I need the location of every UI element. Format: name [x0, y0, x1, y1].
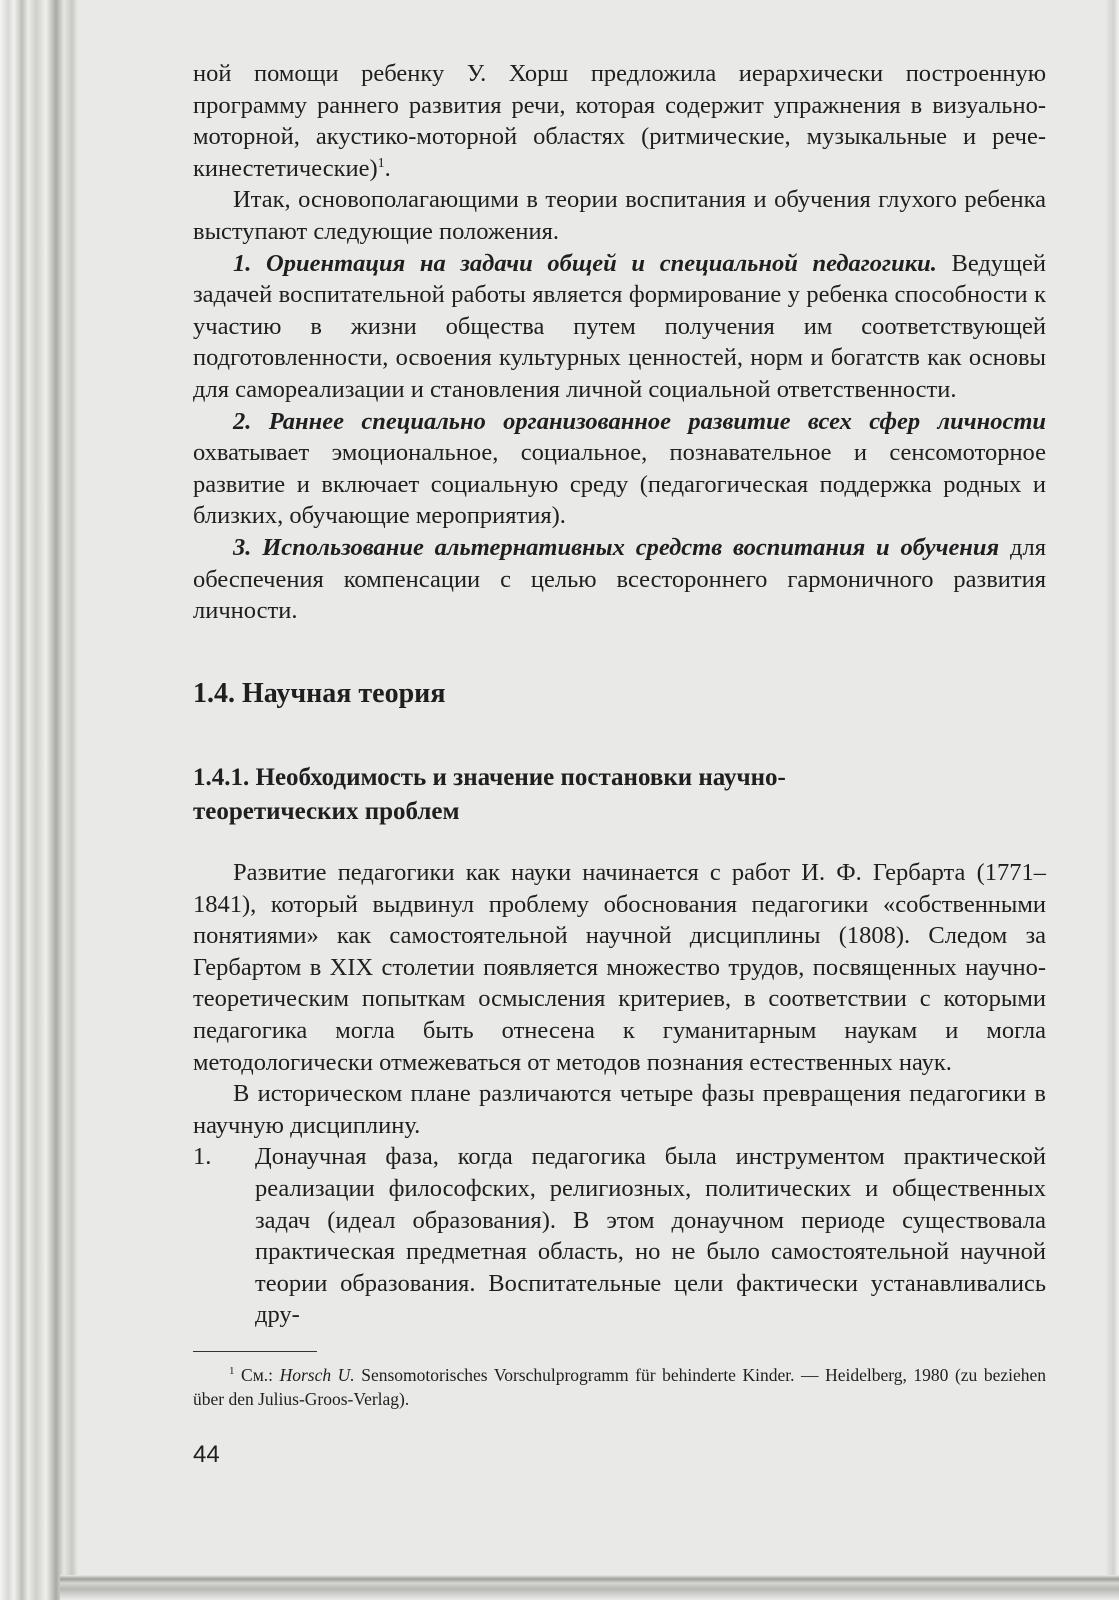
principle-item-1: 1. Ориентация на задачи общей и специальной педагогики. Ведущей задачей воспитательной работы является формирование у ребенка способности к участию в жизни общества путем получения им соответствующей подготовленности, освоения культурных ценностей, норм и богатств как основы для самореализации и становления личной социальной ответственности. — [193, 249, 1046, 403]
page-right-edge — [1105, 0, 1119, 1600]
section-heading — [193, 678, 445, 710]
footnote: $^1$ См.: Horsch U. Sensomotorisches Vorschulprogramm für behinderte Kinder. — Heidelberg, 1980 (zu beziehen über den Julius-Groos-Verlag). — [193, 1365, 1047, 1409]
list-item — [193, 1141, 1046, 1331]
section-title: 1.4. Научная теория — [193, 678, 446, 709]
principle-title: 2. Раннее специально организованное развитие всех сфер личности — [233, 407, 1046, 435]
paragraph: Итак, основополагающими в теории воспитания и обучения глухого ребенка выступают следующие положения. — [193, 186, 1046, 245]
text-block-bottom — [193, 857, 1046, 1331]
book-spine-shadow — [0, 0, 78, 1600]
page-bottom-edge — [60, 1575, 1119, 1600]
subsection-title: 1.4.1. Необходимость и значение постановки научно-теоретических проблем — [193, 764, 786, 825]
list-text: Донаучная фаза, когда педагогика была инструментом практической реализации философских, религиозных, политических и общественных задач (идеал образования). В этом донаучном периоде существовала практическая предметная область, но не было самостоятельной научной теории образования. Воспитательные цели фактически устанавливались дру- — [255, 1143, 1046, 1329]
principle-title: 3. Использование альтернативных средств воспитания и обучения — [233, 533, 1000, 561]
list-number: 1. — [193, 1143, 212, 1171]
principle-title: 1. Ориентация на задачи общей и специальной педагогики. — [233, 249, 937, 277]
footnote-ref: 1 — [377, 155, 385, 171]
paragraph: Развитие педагогики как науки начинается с работ И. Ф. Гербарта (1771–1841), который выдвинул проблему обоснования педагогики «собственными понятиями» как самостоятельной научной дисциплины (1808). Следом за Гербартом в XIX столетии появляется множество трудов, посвященных научно-теоретическим попыткам осмысления критериев, в соответствии с которыми педагогика могла быть отнесена к гуманитарным наукам и могла методологически отмежеваться от методов познания естественных наук. — [193, 859, 1046, 1076]
principle-item-2: 2. Раннее специально организованное развитие всех сфер личности охватывает эмоциональное, социальное, познавательное и сенсомоторное развитие и включает социальную среду (педагогическая поддержка родных и близких, обучающие мероприятия). — [193, 407, 1046, 530]
footnote-mark: 1 — [229, 1365, 235, 1378]
paragraph: В историческом плане различаются четыре фазы превращения педагогики в научную дисциплину. — [193, 1080, 1046, 1139]
paragraph: ной помощи ребенку У. Хорш предложила иерархически построенную программу раннего развития речи, которая содержит упражнения в визуально-моторной, акустико-моторной областях (ритмические, музыкальные и рече-кинестетические)$^1$. — [193, 60, 1046, 182]
footnote-author: Horsch U. — [279, 1365, 355, 1385]
principle-item-3: 3. Использование альтернативных средств воспитания и обучения для обеспечения компенсации с целью всестороннего гармоничного развития личности. — [193, 533, 1046, 625]
footnote-separator — [193, 1351, 317, 1352]
text-block-top — [193, 58, 1046, 627]
subsection-heading — [193, 761, 893, 829]
page-number: 44 — [193, 1441, 220, 1468]
